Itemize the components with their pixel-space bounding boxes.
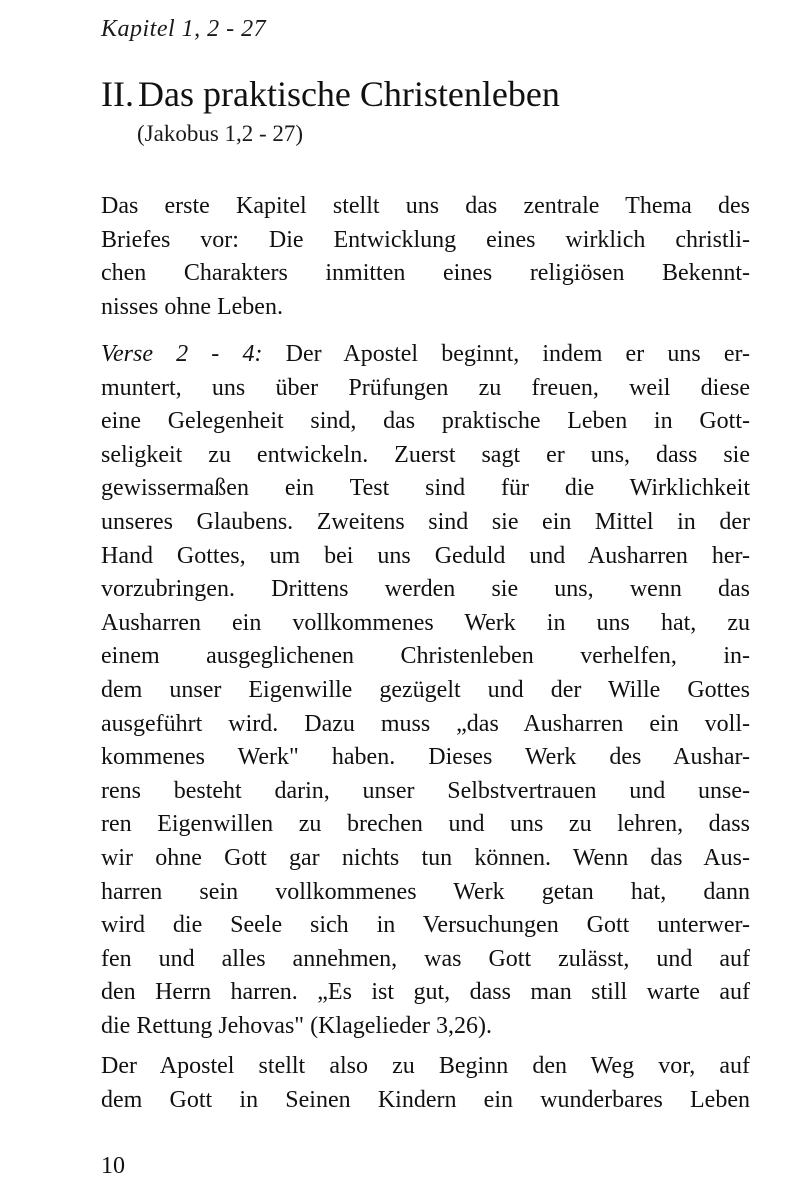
- text-line: kommenes Werk" haben. Dieses Werk des Aushar-: [101, 744, 750, 771]
- text-line: fen und alles annehmen, was Gott zulässt, und auf: [101, 945, 750, 972]
- text-line: einem ausgeglichenen Christenleben verhelfen, in-: [101, 643, 750, 670]
- text-line: Ausharren ein vollkommenes Werk in uns hat, zu: [101, 609, 750, 636]
- text-line: vorzubringen. Drittens werden sie uns, wenn das: [101, 576, 750, 603]
- text-line: wird die Seele sich in Versuchungen Gott unterwer-: [101, 912, 750, 939]
- text-line: Das erste Kapitel stellt uns das zentrale Thema des: [101, 193, 750, 219]
- chapter-title: [101, 74, 560, 114]
- text-line: unseres Glaubens. Zweitens sind sie ein Mittel in der: [101, 508, 750, 535]
- text-line: ausgeführt wird. Dazu muss „das Ausharren ein voll-: [101, 710, 750, 737]
- paragraph-conclusion: [101, 1050, 750, 1117]
- text-line: Briefes vor: Die Entwicklung eines wirklich christli-: [101, 226, 750, 253]
- text-line-rest: Der Apostel beginnt, indem er uns er-: [262, 341, 750, 367]
- text-line: seligkeit zu entwickeln. Zuerst sagt er uns, dass sie: [101, 441, 750, 468]
- text-line: muntert, uns über Prüfungen zu freuen, weil diese: [101, 374, 750, 401]
- text-line: Hand Gottes, um bei uns Geduld und Ausharren her-: [101, 542, 750, 569]
- chapter-number: II.: [101, 74, 134, 114]
- text-line: ren Eigenwillen zu brechen und uns zu lehren, dass: [101, 811, 750, 838]
- page-number: 10: [101, 1153, 125, 1179]
- text-line: [101, 338, 750, 372]
- paragraph-intro: [101, 190, 750, 324]
- text-line: Der Apostel stellt also zu Beginn den Weg vor, auf: [101, 1053, 750, 1079]
- running-head: Kapitel 1, 2 - 27: [101, 16, 267, 42]
- chapter-reference: (Jakobus 1,2 - 27): [137, 121, 304, 146]
- text-line: eine Gelegenheit sind, das praktische Leben in Gott-: [101, 408, 750, 435]
- text-line: dem Gott in Seinen Kindern ein wunderbares Leben: [101, 1086, 750, 1113]
- text-line: chen Charakters inmitten eines religiösen Bekennt-: [101, 260, 750, 287]
- text-line: den Herrn harren. „Es ist gut, dass man still warte auf: [101, 979, 750, 1006]
- text-line: dem unser Eigenwille gezügelt und der Wille Gottes: [101, 676, 750, 703]
- text-line: harren sein vollkommenes Werk getan hat, dann: [101, 878, 750, 905]
- verse-reference: Verse 2 - 4:: [101, 341, 263, 367]
- text-line: wir ohne Gott gar nichts tun können. Wenn das Aus-: [101, 844, 750, 871]
- chapter-title-text: Das praktische Christenleben: [137, 74, 560, 114]
- text-line: nisses ohne Leben.: [101, 293, 283, 320]
- text-line: rens besteht darin, unser Selbstvertrauen und unse-: [101, 777, 750, 804]
- text-line: die Rettung Jehovas" (Klagelieder 3,26).: [101, 1012, 493, 1039]
- paragraph-verses-2-4: [101, 338, 750, 1043]
- text-line: gewissermaßen ein Test sind für die Wirklichkeit: [101, 475, 750, 502]
